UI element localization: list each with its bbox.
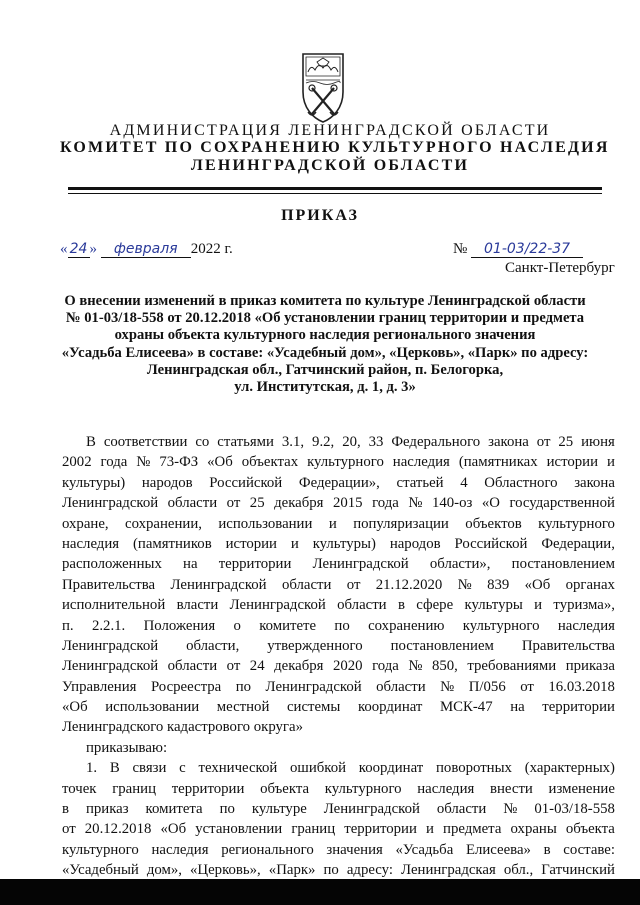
body-word: Ленинградской: [62, 637, 159, 654]
body-word: комитете: [259, 617, 317, 634]
body-word: по: [219, 801, 235, 818]
body-word: области: [167, 658, 218, 675]
body-word: Федерации»,: [298, 474, 380, 491]
body-word: №: [440, 678, 455, 695]
body-word: со: [195, 434, 210, 450]
org-name-line-3: ЛЕНИНГРАДСКОЙ ОБЛАСТИ: [190, 157, 470, 174]
body-word: координат: [358, 760, 424, 777]
body-line: [62, 799, 615, 819]
org-name-line-2: КОМИТЕТ ПО СОХРАНЕНИЮ КУЛЬТУРНОГО НАСЛЕДИЯ: [60, 139, 610, 156]
body-word: №: [503, 801, 518, 818]
body-line: [62, 636, 615, 656]
body-word: на: [510, 699, 525, 716]
subject-line: Ленинградская обл., Гатчинский район, п. Белогорка,: [146, 361, 504, 378]
body-word: №: [408, 658, 423, 675]
body-line: [62, 697, 615, 717]
date-open-quote: «: [60, 241, 68, 257]
body-word: системы: [286, 699, 341, 716]
body-word: 839: [487, 576, 510, 593]
body-word: Ленинградского кадастрового округа»: [62, 719, 303, 736]
body-word: постановлением: [390, 637, 494, 654]
body-word: обл.,: [503, 862, 534, 879]
body-word: в: [62, 801, 69, 818]
document-subject: [60, 293, 590, 396]
body-word: приказ: [85, 801, 129, 818]
body-word: Правительства: [62, 576, 156, 593]
body-word: регионального: [221, 841, 314, 858]
body-word: по: [334, 617, 350, 634]
body-word: утвержденного: [267, 637, 363, 654]
body-word: дом»,: [146, 862, 182, 879]
body-word: от: [520, 678, 534, 695]
body-word: «Об: [62, 699, 88, 716]
number-value: 01-03/22-37: [471, 242, 583, 258]
body-word: расположенных: [62, 556, 162, 573]
body-line: [62, 452, 615, 472]
body-word: статьями: [217, 434, 274, 450]
body-word: «Усадебный: [62, 862, 139, 879]
body-word: наследия: [392, 454, 450, 471]
body-word: «Об: [524, 576, 551, 593]
body-line: [62, 860, 615, 880]
body-word: охране,: [62, 515, 109, 532]
date-month: февраля: [101, 242, 191, 258]
body-word: установлении: [195, 821, 283, 838]
body-word: по: [235, 678, 252, 695]
document-date: [60, 241, 233, 258]
body-word: Ленинградской: [323, 801, 420, 818]
body-word: о: [233, 617, 241, 634]
body-word: декабря: [274, 495, 324, 512]
document-number: [453, 241, 583, 258]
body-line: [62, 493, 615, 513]
body-word: местной: [216, 699, 270, 716]
body-word: 24: [249, 658, 265, 675]
body-word: области,: [186, 637, 240, 654]
body-word: 2015: [332, 495, 363, 512]
date-year: 2022 г.: [190, 241, 233, 257]
body-word: Росреестра: [150, 678, 222, 695]
body-word: с: [179, 760, 186, 777]
body-word: №: [136, 454, 151, 471]
body-word: составе:: [563, 841, 615, 858]
body-word: №: [408, 495, 423, 512]
body-word: народов: [389, 535, 441, 552]
body-word: Ленинградской: [170, 576, 267, 593]
body-word: значения: [326, 841, 383, 858]
body-word: требованиями: [467, 658, 557, 675]
body-word: истории: [225, 535, 277, 552]
body-word: «Усадьба: [395, 841, 454, 858]
body-word: сфере: [416, 597, 454, 614]
body-word: наследия: [62, 535, 120, 552]
body-word: области: [436, 801, 487, 818]
subject-line: охраны объекта культурного наследия регионального значения: [114, 327, 536, 344]
body-word: охраны: [510, 821, 557, 838]
body-word: «О: [481, 495, 500, 512]
body-word: П/056: [468, 678, 506, 695]
body-word: использовании: [105, 699, 200, 716]
body-word: закона: [488, 434, 529, 450]
body-word: приказа: [565, 658, 615, 675]
body-word: Гатчинский: [541, 862, 615, 879]
body-word: (памятниках: [458, 454, 538, 471]
body-line: [62, 432, 615, 452]
body-line: [62, 473, 615, 493]
body-word: в: [543, 841, 551, 858]
body-word: наследия: [151, 841, 209, 858]
body-word: 16.03.2018: [548, 678, 615, 695]
body-line: [62, 717, 615, 737]
body-word: постановлением: [511, 556, 615, 573]
body-word: Федерального: [391, 434, 481, 450]
body-word: Федерации,: [541, 535, 615, 552]
body-line: [62, 677, 615, 697]
body-word: 2020: [332, 658, 363, 675]
body-word: от: [226, 658, 241, 675]
body-word: связи: [132, 760, 167, 777]
body-word: внести: [490, 780, 533, 797]
header-divider-thin: [68, 193, 602, 194]
body-word: Елисеева»: [465, 841, 531, 858]
body-word: 33: [368, 434, 384, 450]
body-word: «Об: [160, 821, 187, 838]
body-word: наследия: [417, 780, 475, 797]
subject-line: ул. Институтская, д. 1, д. 3»: [234, 379, 416, 396]
body-word: культурного: [324, 780, 402, 797]
body-word: культуре: [251, 801, 307, 818]
body-word: Российской: [454, 535, 528, 552]
body-word: области: [167, 495, 218, 512]
body-word: культурного: [307, 454, 384, 471]
body-word: от: [226, 495, 241, 512]
body-word: статьей: [396, 474, 444, 491]
body-word: 20,: [342, 434, 361, 450]
body-word: объектах: [241, 454, 299, 471]
body-word: «Парк»: [268, 862, 316, 879]
body-word: Положения: [143, 617, 216, 634]
body-word: предмета: [443, 821, 502, 838]
body-line: [62, 575, 615, 595]
body-word: 73-ФЗ: [159, 454, 199, 471]
body-word: объектов: [465, 515, 522, 532]
body-word: области»,: [429, 556, 491, 573]
body-word: 850,: [431, 658, 458, 675]
body-word: территории: [344, 821, 417, 838]
body-word: Правительства: [521, 637, 615, 654]
body-word: Ленинградской: [229, 597, 326, 614]
body-word: года: [372, 658, 399, 675]
body-word: точек: [62, 780, 97, 797]
body-word: технической: [198, 760, 278, 777]
body-word: от: [62, 821, 76, 838]
body-word: 25: [249, 495, 265, 512]
scan-edge: [0, 879, 640, 905]
body-word: адресу:: [346, 862, 393, 879]
body-word: 20.12.2018: [84, 821, 152, 838]
body-word: 2002: [62, 454, 92, 471]
body-line: [62, 554, 615, 574]
document-city: Санкт-Петербург: [505, 260, 615, 276]
body-word: территории: [218, 556, 292, 573]
body-word: культурного: [462, 617, 540, 634]
body-word: Ленинградской: [62, 495, 159, 512]
body-word: и: [534, 597, 543, 614]
date-close-quote: »: [89, 241, 97, 257]
body-word: июня: [581, 434, 615, 450]
body-word: ошибкой: [290, 760, 347, 777]
body-word: границ: [291, 821, 336, 838]
body-word: народов: [141, 474, 193, 491]
body-word: сохранении,: [125, 515, 202, 532]
body-word: культуры): [62, 474, 126, 491]
body-word: 25: [558, 434, 574, 450]
body-word: популяризации: [353, 515, 449, 532]
coat-of-arms-icon: [299, 52, 347, 124]
body-word: исполнительной: [62, 597, 166, 614]
body-word: п.: [62, 617, 74, 634]
body-word: Ленинградская: [401, 862, 496, 879]
subject-line: О внесении изменений в приказ комитета по культуре Ленинградской области: [64, 293, 586, 309]
header-divider-thick: [68, 187, 602, 190]
body-word: поворотных: [436, 760, 512, 777]
body-word: года: [100, 454, 128, 471]
body-word: области: [281, 576, 332, 593]
body-word: В: [86, 434, 96, 450]
body-line: [62, 819, 615, 839]
subject-line: № 01-03/18-558 от 20.12.2018 «Об установлении границ территории и предмета: [65, 310, 585, 327]
body-word: культуры: [464, 597, 523, 614]
body-word: и: [426, 821, 434, 838]
body-word: истории: [546, 454, 599, 471]
body-word: от: [536, 434, 551, 450]
body-word: 1.: [86, 760, 98, 777]
body-line: [62, 656, 615, 676]
body-word: (памятников: [132, 535, 212, 552]
body-word: 2.2.1.: [91, 617, 126, 634]
body-word: декабря: [274, 658, 324, 675]
body-word: приказываю:: [86, 739, 168, 756]
body-line: [62, 514, 615, 534]
body-word: соответствии: [103, 434, 188, 450]
body-word: от: [346, 576, 361, 593]
body-word: границ: [112, 780, 156, 797]
body-word: Областного: [484, 474, 558, 491]
body-word: власти: [176, 597, 219, 614]
body-word: изменение: [548, 780, 615, 797]
body-word: в: [397, 597, 405, 614]
body-word: МСК-47: [439, 699, 493, 716]
body-word: 3.1,: [281, 434, 305, 450]
body-word: объекта: [565, 821, 615, 838]
body-word: комитета: [145, 801, 203, 818]
body-word: наследия: [557, 617, 615, 634]
body-word: области: [376, 678, 426, 695]
body-line: [62, 595, 615, 615]
body-word: №: [457, 576, 472, 593]
body-line: [62, 616, 615, 636]
body-word: государственной: [509, 495, 615, 512]
body-word: территории: [171, 780, 245, 797]
body-line: [62, 738, 615, 758]
body-word: года: [372, 495, 399, 512]
body-word: территории: [542, 699, 615, 716]
body-word: 9.2,: [312, 434, 335, 450]
body-word: объекта: [260, 780, 310, 797]
body-line: [62, 779, 615, 799]
body-word: туризма»,: [553, 597, 615, 614]
body-word: «Церковь»,: [190, 862, 261, 879]
body-word: культуры): [312, 535, 376, 552]
body-word: использовании: [218, 515, 313, 532]
body-word: сохранению: [368, 617, 445, 634]
body-word: области: [337, 597, 387, 614]
body-word: Российской: [209, 474, 283, 491]
subject-line: «Усадьба Елисеева» в составе: «Усадебный дом», «Церковь», «Парк» по адресу:: [61, 344, 589, 361]
body-word: и: [290, 535, 299, 552]
body-word: закона: [574, 474, 615, 491]
body-word: Управления: [62, 678, 137, 695]
body-word: органах: [565, 576, 615, 593]
body-word: В: [109, 760, 120, 777]
body-word: культурного: [62, 841, 139, 858]
body-word: по: [323, 862, 339, 879]
body-word: «Об: [207, 454, 233, 471]
body-word: 4: [460, 474, 468, 491]
body-word: Ленинградской: [265, 678, 362, 695]
document-type-title: ПРИКАЗ: [281, 207, 359, 224]
body-line: [62, 534, 615, 554]
body-line: [62, 840, 615, 860]
body-word: и: [328, 515, 337, 532]
body-word: и: [606, 454, 615, 471]
body-word: на: [183, 556, 198, 573]
body-word: 01-03/18-558: [534, 801, 615, 818]
date-day: 24: [68, 242, 90, 258]
org-name-line-1: АДМИНИСТРАЦИЯ ЛЕНИНГРАДСКОЙ ОБЛАСТИ: [109, 122, 551, 139]
document-body: [62, 432, 615, 881]
body-word: 21.12.2020: [375, 576, 443, 593]
body-word: (характерных): [524, 760, 615, 777]
body-word: Ленинградской: [62, 658, 159, 675]
body-word: Ленинградской: [312, 556, 409, 573]
body-word: культурного: [538, 515, 615, 532]
body-word: 140-оз: [431, 495, 473, 512]
number-label: №: [453, 241, 468, 257]
body-line: [62, 758, 615, 778]
body-word: координат: [357, 699, 423, 716]
